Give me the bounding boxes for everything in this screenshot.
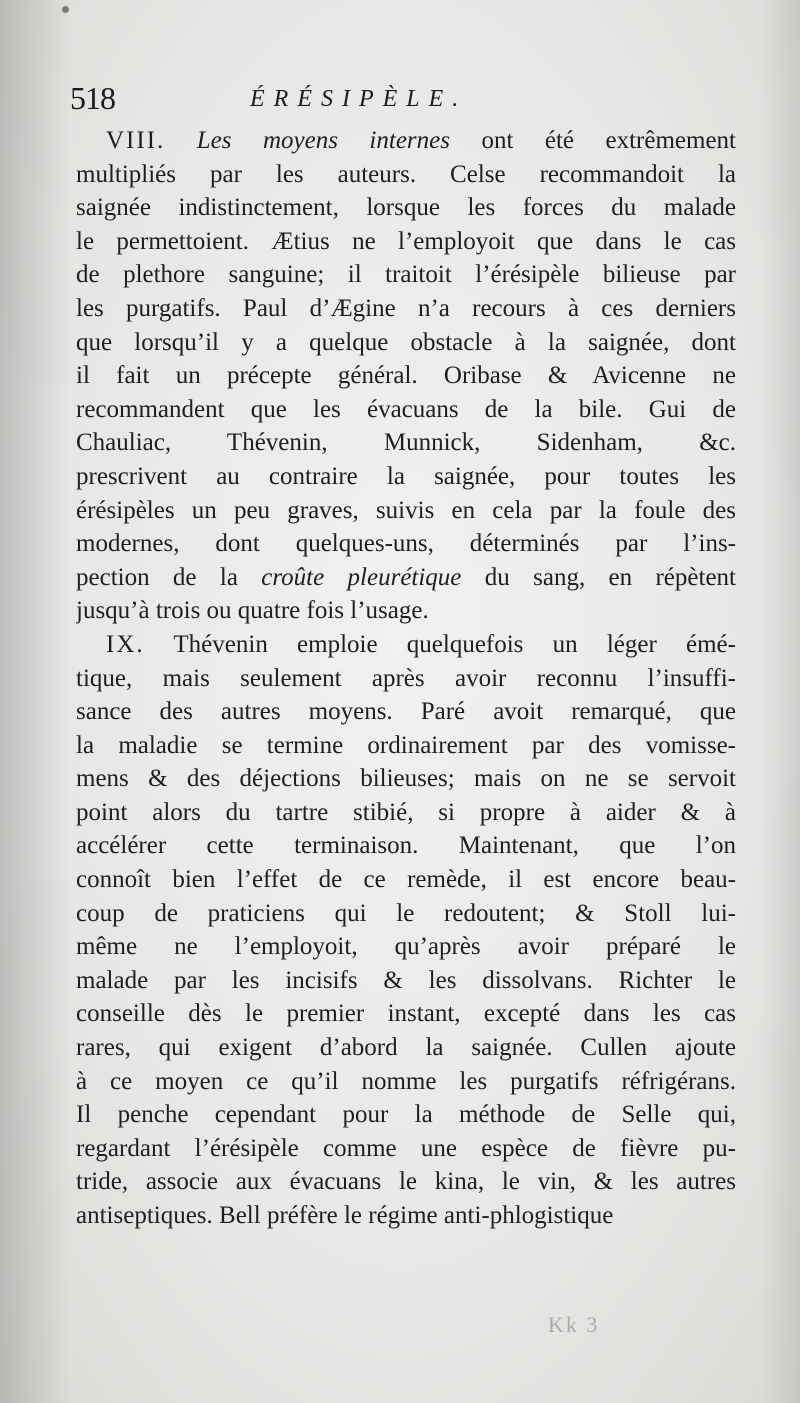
signature-mark: Kk 3 <box>548 1312 600 1337</box>
text-line <box>76 561 736 595</box>
line-text: la maladie se termine ordinairement par des vomisse- <box>76 731 736 759</box>
text-line <box>76 191 736 225</box>
line-text: les purgatifs. Paul d’Ægine n’a recours à ces derniers <box>76 294 736 322</box>
text-line <box>76 695 736 729</box>
text-line <box>76 359 736 393</box>
line-text: à ce moyen ce qu’il nomme les purgatifs réfrigérans. <box>76 1067 736 1095</box>
text-line <box>76 997 736 1031</box>
page-edge-shadow-right <box>760 0 800 1403</box>
line-text: regardant l’érésipèle comme une espèce de fièvre pu- <box>76 1134 736 1162</box>
text-line <box>76 393 736 427</box>
line-text: prescrivent au contraire la saignée, pour toutes les <box>76 462 736 490</box>
line-text: le permettoient. Ætius ne l’employoit que dans le cas <box>76 227 736 255</box>
text-line <box>76 628 736 662</box>
line-text: du sang, en répètent <box>461 563 736 591</box>
text-line <box>76 1031 736 1065</box>
line-text: modernes, dont quelques-uns, déterminés par l’ins- <box>76 530 736 558</box>
section-number: VIII. <box>106 127 166 154</box>
page-edge-shadow-left <box>0 0 70 1403</box>
text-line <box>76 527 736 561</box>
text-line <box>76 796 736 830</box>
line-text: recommandent que les évacuans de la bile. Gui de <box>76 395 736 423</box>
italic-phrase: croûte pleurétique <box>261 563 462 591</box>
line-text: accélérer cette terminaison. Maintenant, que l’on <box>76 832 736 860</box>
text-line <box>76 494 736 528</box>
line-text: coup de praticiens qui le redoutent; & Stoll lui- <box>76 899 736 927</box>
line-text: ont été extrêmement <box>449 127 736 154</box>
line-text: Il penche cependant pour la méthode de Selle qui, <box>76 1101 736 1129</box>
line-text: que lorsqu’il y a quelque obstacle à la saignée, dont <box>76 328 736 356</box>
section-number: IX. <box>106 630 145 658</box>
text-line <box>76 1065 736 1099</box>
text-line <box>76 292 736 326</box>
text-line <box>76 662 736 696</box>
text-line <box>76 964 736 998</box>
text-line <box>76 258 736 292</box>
text-line <box>76 930 736 964</box>
line-text: jusqu’à trois ou quatre fois l’usage. <box>76 597 429 625</box>
line-text: connoît bien l’effet de ce remède, il est encore beau- <box>76 866 736 894</box>
running-head: ÉRÉSIPÈLE. <box>250 86 468 112</box>
line-text: pection de la <box>76 563 262 591</box>
line-text: malade par les incisifs & les dissolvans. Richter le <box>76 966 736 994</box>
text-line <box>76 225 736 259</box>
line-text: il fait un précepte général. Oribase & Avicenne ne <box>76 362 736 390</box>
text-line <box>76 897 736 931</box>
text-line <box>76 1199 736 1233</box>
text-line <box>76 762 736 796</box>
line-text: érésipèles un peu graves, suivis en cela par la foule des <box>76 496 736 524</box>
line-text: mens & des déjections bilieuses; mais on ne se servoit <box>76 765 736 793</box>
line-text: tique, mais seulement après avoir reconnu l’insuffi- <box>76 664 736 692</box>
ink-speck <box>62 6 69 13</box>
line-text: sance des autres moyens. Paré avoit remarqué, que <box>76 698 736 726</box>
text-line <box>76 124 736 158</box>
body-text <box>76 124 736 1233</box>
text-line <box>76 1165 736 1199</box>
line-text: multipliés par les auteurs. Celse recommandoit la <box>76 160 736 188</box>
italic-phrase: Les moyens internes <box>196 127 450 154</box>
text-line <box>76 460 736 494</box>
line-text: Thévenin emploie quelquefois un léger émé- <box>173 630 736 658</box>
text-line <box>76 829 736 863</box>
text-line <box>76 158 736 192</box>
line-text: même ne l’employoit, qu’après avoir préparé le <box>76 933 736 961</box>
page-header <box>70 78 740 118</box>
line-text: Chauliac, Thévenin, Munnick, Sidenham, &c. <box>76 429 736 457</box>
text-line <box>76 1132 736 1166</box>
text-line <box>76 1098 736 1132</box>
line-text: saignée indistinctement, lorsque les forces du malade <box>76 194 736 222</box>
line-text: tride, associe aux évacuans le kina, le vin, & les autres <box>76 1168 736 1196</box>
page-number: 518 <box>70 80 115 116</box>
line-text: conseille dès le premier instant, excepté dans les cas <box>76 1000 736 1028</box>
text-line <box>76 426 736 460</box>
line-text: point alors du tartre stibié, si propre à aider & à <box>76 798 736 826</box>
text-line <box>76 863 736 897</box>
text-line <box>76 326 736 360</box>
text-line <box>76 594 736 628</box>
text-line <box>76 729 736 763</box>
line-text: antiseptiques. Bell préfère le régime anti-phlogistique <box>76 1202 614 1229</box>
line-text: de plethore sanguine; il traitoit l’érésipèle bilieuse par <box>76 261 736 289</box>
line-text: rares, qui exigent d’abord la saignée. Cullen ajoute <box>76 1034 736 1062</box>
